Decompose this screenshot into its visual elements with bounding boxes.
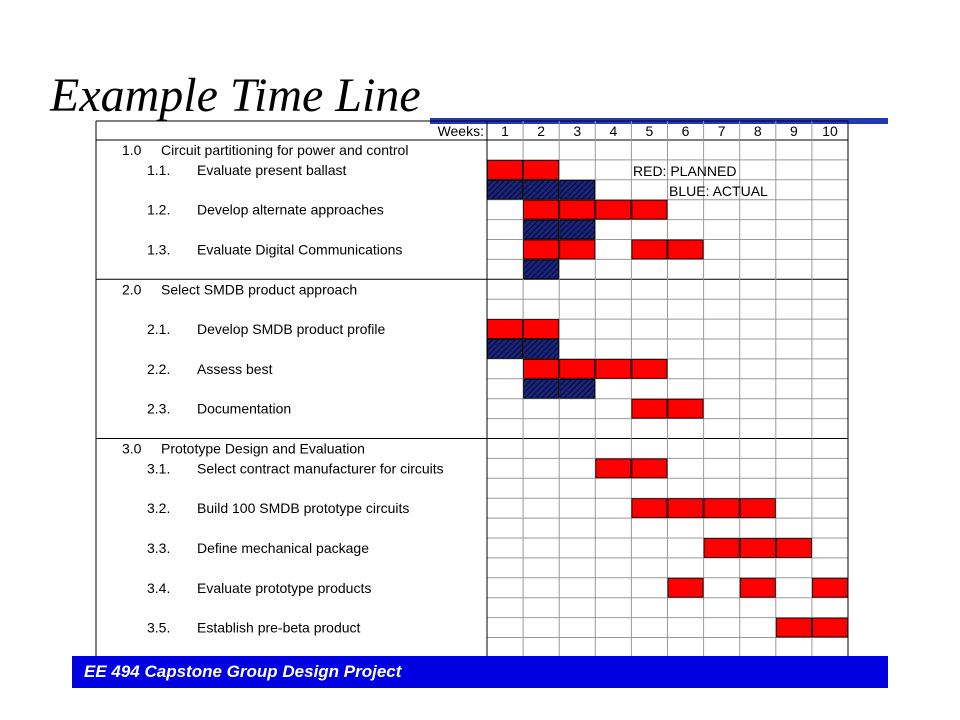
planned-bar <box>812 618 847 637</box>
task-label: Circuit partitioning for power and control <box>161 142 409 158</box>
planned-bar <box>632 399 667 418</box>
planned-bar <box>632 240 667 259</box>
planned-bar <box>776 539 811 558</box>
planned-bar <box>812 578 847 597</box>
planned-bar <box>524 320 559 339</box>
planned-bar <box>488 320 523 339</box>
task-number: 2.3. <box>147 400 171 417</box>
task-number: 1.2. <box>147 201 171 218</box>
week-label: 4 <box>609 123 618 139</box>
week-label: 2 <box>537 123 546 139</box>
task-label: Select SMDB product approach <box>161 281 358 298</box>
task-number: 3.5. <box>147 619 171 636</box>
planned-bar <box>524 160 559 179</box>
planned-bar <box>596 459 631 478</box>
task-number: 3.4. <box>147 579 171 596</box>
task-label: Develop alternate approaches <box>197 201 384 218</box>
task-number: 3.0 <box>122 440 142 457</box>
planned-bar <box>524 359 559 378</box>
slide-title: Example Time Line <box>50 69 421 122</box>
planned-bar <box>740 578 775 597</box>
actual-bar <box>560 180 595 199</box>
planned-bar <box>596 359 631 378</box>
actual-bar <box>560 220 595 239</box>
task-number: 2.0 <box>122 281 142 298</box>
task-number: 3.1. <box>147 460 171 477</box>
planned-bar <box>668 240 703 259</box>
actual-bar <box>524 340 559 359</box>
planned-bar <box>632 359 667 378</box>
task-label: Develop SMDB product profile <box>197 321 386 338</box>
planned-bar <box>632 200 667 219</box>
week-label: 1 <box>501 123 509 139</box>
week-label: 9 <box>789 123 798 139</box>
task-label: Build 100 SMDB prototype circuits <box>197 500 410 517</box>
task-label: Select contract manufacturer for circuits <box>197 460 444 477</box>
actual-bar <box>524 220 559 239</box>
actual-bar <box>524 379 559 398</box>
task-label: Evaluate prototype products <box>197 579 372 596</box>
planned-bar <box>524 200 559 219</box>
week-label: 10 <box>822 123 838 139</box>
task-label: Assess best <box>197 360 273 377</box>
task-number: 2.1. <box>147 321 171 338</box>
task-number: 3.2. <box>147 500 171 517</box>
task-number: 1.3. <box>147 241 171 258</box>
actual-bar <box>524 180 559 199</box>
week-label: 3 <box>573 123 582 139</box>
actual-bar <box>488 340 523 359</box>
actual-bar <box>560 379 595 398</box>
week-label: 7 <box>717 123 726 139</box>
actual-bar <box>524 260 559 279</box>
planned-bar <box>596 200 631 219</box>
planned-bar <box>776 618 811 637</box>
planned-bar <box>560 200 595 219</box>
week-label: 6 <box>681 123 690 139</box>
planned-bar <box>704 539 739 558</box>
planned-bar <box>488 160 523 179</box>
planned-bar <box>668 399 703 418</box>
week-label: 8 <box>753 123 762 139</box>
legend-planned: RED: PLANNED <box>633 163 737 179</box>
footer-text: EE 494 Capstone Group Design Project <box>84 662 402 681</box>
task-number: 3.3. <box>147 540 171 556</box>
task-number: 2.2. <box>147 360 171 377</box>
task-label: Define mechanical package <box>197 540 369 556</box>
planned-bar <box>560 359 595 378</box>
task-label: Evaluate present ballast <box>197 161 347 178</box>
week-label: 5 <box>645 123 654 139</box>
task-number: 1.1. <box>147 161 171 178</box>
planned-bar <box>632 459 667 478</box>
planned-bar <box>740 539 775 558</box>
planned-bar <box>632 499 667 518</box>
planned-bar <box>524 240 559 259</box>
planned-bar <box>668 578 703 597</box>
task-label: Establish pre-beta product <box>197 619 361 636</box>
week-header: Weeks: <box>437 123 484 139</box>
planned-bar <box>704 499 739 518</box>
planned-bar <box>560 240 595 259</box>
task-label: Evaluate Digital Communications <box>197 241 403 258</box>
actual-bar <box>488 180 523 199</box>
task-label: Documentation <box>197 400 292 417</box>
planned-bar <box>740 499 775 518</box>
task-label: Prototype Design and Evaluation <box>161 440 365 457</box>
task-number: 1.0 <box>122 142 142 158</box>
legend-actual: BLUE: ACTUAL <box>669 183 768 199</box>
planned-bar <box>668 499 703 518</box>
